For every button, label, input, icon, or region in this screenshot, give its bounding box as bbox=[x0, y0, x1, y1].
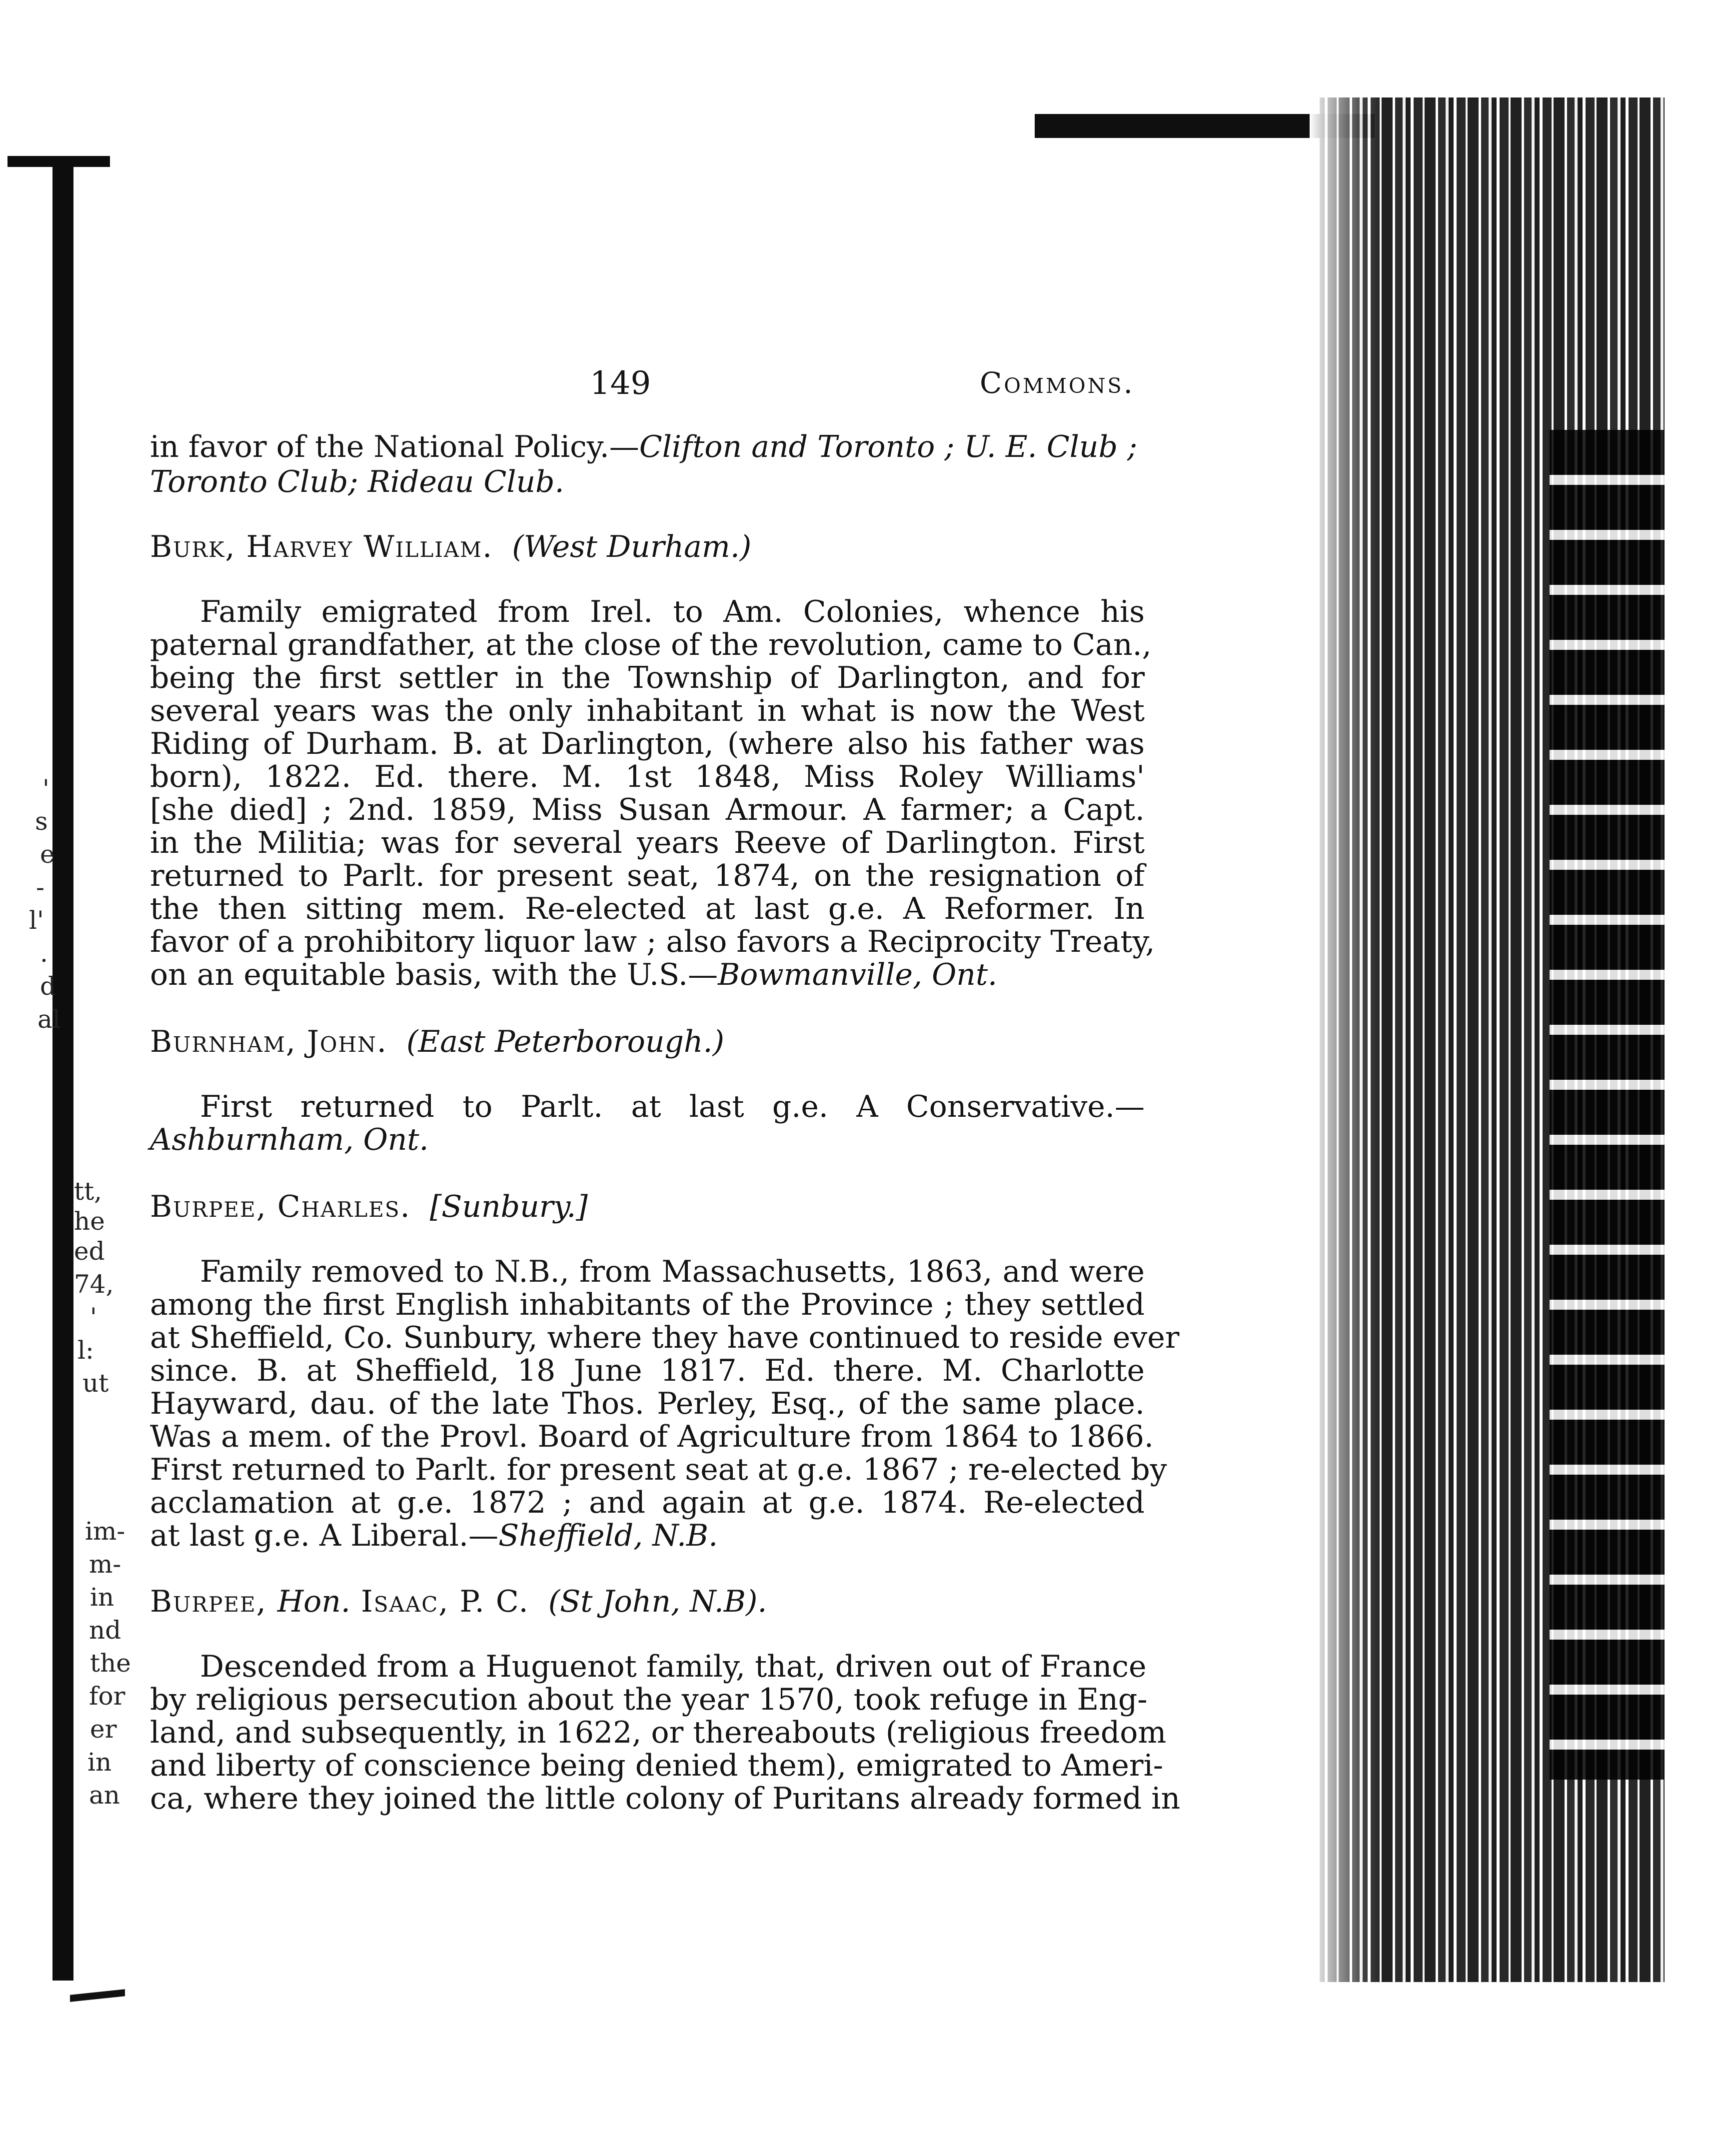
margin-fragment: the bbox=[90, 1649, 131, 1678]
text-line: Family removed to N.B., from Massachusetts, 1863, and were bbox=[200, 1254, 1145, 1289]
text-line: favor of a prohibitory liquor law ; also favors a Reciprocity Treaty, bbox=[150, 924, 1155, 959]
margin-fragment: ' bbox=[42, 774, 49, 803]
entry-name: Burpee, Charles. bbox=[150, 1189, 411, 1224]
margin-fragment: m- bbox=[89, 1550, 121, 1579]
text-line: the then sitting mem. Re-elected at last g.e. A Reformer. In bbox=[150, 891, 1145, 926]
entry-name: Burk, Harvey William. bbox=[150, 529, 493, 564]
page-number: 149 bbox=[590, 365, 651, 402]
text-line: at Sheffield, Co. Sunbury, where they have continued to reside ever bbox=[150, 1320, 1180, 1355]
text-line: since. B. at Sheffield, 18 June 1817. Ed. there. M. Charlotte bbox=[150, 1353, 1145, 1388]
text-line: acclamation at g.e. 1872 ; and again at g.e. 1874. Re-elected bbox=[150, 1485, 1145, 1520]
text-line: paternal grandfather, at the close of the revolution, came to Can., bbox=[150, 627, 1152, 662]
margin-fragment: he bbox=[74, 1207, 105, 1236]
text-line: Riding of Durham. B. at Darlington, (where also his father was bbox=[150, 726, 1145, 761]
text-italic: Sheffield, N.B. bbox=[498, 1518, 718, 1553]
text-line: in the Militia; was for several years Reeve of Darlington. First bbox=[150, 825, 1145, 860]
text-line: First returned to Parlt. at last g.e. A Conservative.— bbox=[200, 1089, 1145, 1124]
text-line: by religious persecution about the year 1570, took refuge in Eng- bbox=[150, 1682, 1148, 1717]
margin-fragment: er bbox=[90, 1715, 117, 1744]
margin-fragment: tt, bbox=[74, 1177, 102, 1206]
margin-fragment: nd bbox=[89, 1616, 121, 1645]
text-italic: Ashburnham, Ont. bbox=[150, 1122, 429, 1157]
margin-fragment: - bbox=[36, 873, 44, 902]
text-line: Family emigrated from Irel. to Am. Colonies, whence his bbox=[200, 594, 1145, 629]
text-line: First returned to Parlt. for present seat at g.e. 1867 ; re-elected by bbox=[150, 1452, 1167, 1487]
margin-fragment: an bbox=[89, 1781, 120, 1810]
entry-riding: (East Peterborough.) bbox=[406, 1024, 725, 1059]
text-line: ca, where they joined the little colony of Puritans already formed in bbox=[150, 1781, 1181, 1816]
margin-fragment: l: bbox=[77, 1336, 94, 1365]
text-line: several years was the only inhabitant in what is now the West bbox=[150, 693, 1145, 728]
entry-riding: (St John, N.B). bbox=[548, 1584, 767, 1619]
text-line: land, and subsequently, in 1622, or thereabouts (religious freedom bbox=[150, 1715, 1167, 1750]
text-line: Hayward, dau. of the late Thos. Perley, Esq., of the same place. bbox=[150, 1386, 1145, 1421]
margin-fragment: in bbox=[87, 1748, 112, 1777]
text-line: among the first English inhabitants of the Province ; they settled bbox=[150, 1287, 1145, 1322]
margin-fragment: in bbox=[90, 1583, 114, 1612]
entry-heading bbox=[150, 530, 751, 564]
margin-fragment: s bbox=[35, 807, 48, 836]
binding-shadow bbox=[52, 161, 73, 1981]
entry-honorific: Hon. bbox=[277, 1584, 351, 1619]
entry-name: Burpee, bbox=[150, 1584, 277, 1619]
text-line: returned to Parlt. for present seat, 1874, on the resignation of bbox=[150, 858, 1145, 893]
text-line bbox=[150, 430, 1145, 464]
text-line bbox=[150, 1123, 1145, 1157]
running-head: Commons. bbox=[980, 366, 1135, 400]
text-line: Descended from a Huguenot family, that, driven out of France bbox=[200, 1649, 1147, 1684]
margin-fragment: for bbox=[89, 1682, 125, 1711]
margin-fragment: ut bbox=[82, 1369, 109, 1398]
text-italic: Bowmanville, Ont. bbox=[718, 957, 998, 992]
margin-fragment: 74, bbox=[74, 1270, 114, 1299]
margin-fragment: ' bbox=[90, 1303, 97, 1332]
text-line: born), 1822. Ed. there. M. 1st 1848, Miss Roley Williams' bbox=[150, 759, 1145, 794]
text-line bbox=[150, 465, 1145, 499]
entry-name: Burnham, John. bbox=[150, 1024, 387, 1059]
text-italic: Clifton and Toronto ; U. E. Club ; bbox=[639, 429, 1138, 464]
binding-shadow-foot bbox=[70, 1989, 125, 2002]
text-italic: Toronto Club; Rideau Club. bbox=[150, 464, 564, 499]
text-line: Was a mem. of the Provl. Board of Agriculture from 1864 to 1866. bbox=[150, 1419, 1154, 1454]
entry-riding: (West Durham.) bbox=[512, 529, 752, 564]
text-line bbox=[150, 958, 1145, 992]
text-line: [she died] ; 2nd. 1859, Miss Susan Armour. A farmer; a Capt. bbox=[150, 792, 1145, 827]
margin-fragment: e bbox=[40, 840, 55, 869]
text-roman: in favor of the National Policy.— bbox=[150, 429, 639, 464]
entry-name-rest: Isaac, P. C. bbox=[350, 1584, 529, 1619]
text-line bbox=[150, 1519, 1145, 1553]
margin-fragment: al bbox=[37, 1005, 60, 1034]
entry-riding: [Sunbury.] bbox=[429, 1189, 588, 1224]
page-edge-fade bbox=[1310, 97, 1380, 1982]
entry-heading bbox=[150, 1025, 724, 1059]
entry-heading bbox=[150, 1190, 588, 1224]
text-roman: at last g.e. A Liberal.— bbox=[150, 1518, 499, 1553]
text-line: and liberty of conscience being denied them), emigrated to Ameri- bbox=[150, 1748, 1164, 1783]
entry-heading bbox=[150, 1585, 767, 1619]
margin-fragment: d bbox=[40, 972, 56, 1001]
text-line: being the first settler in the Township of Darlington, and for bbox=[150, 660, 1145, 695]
margin-fragment: im- bbox=[85, 1517, 125, 1546]
page-edge-blocks bbox=[1550, 430, 1665, 1780]
text-roman: on an equitable basis, with the U.S.— bbox=[150, 957, 718, 992]
margin-fragment: ed bbox=[74, 1237, 105, 1266]
margin-fragment: l' bbox=[29, 906, 44, 935]
margin-fragment: . bbox=[40, 939, 48, 968]
